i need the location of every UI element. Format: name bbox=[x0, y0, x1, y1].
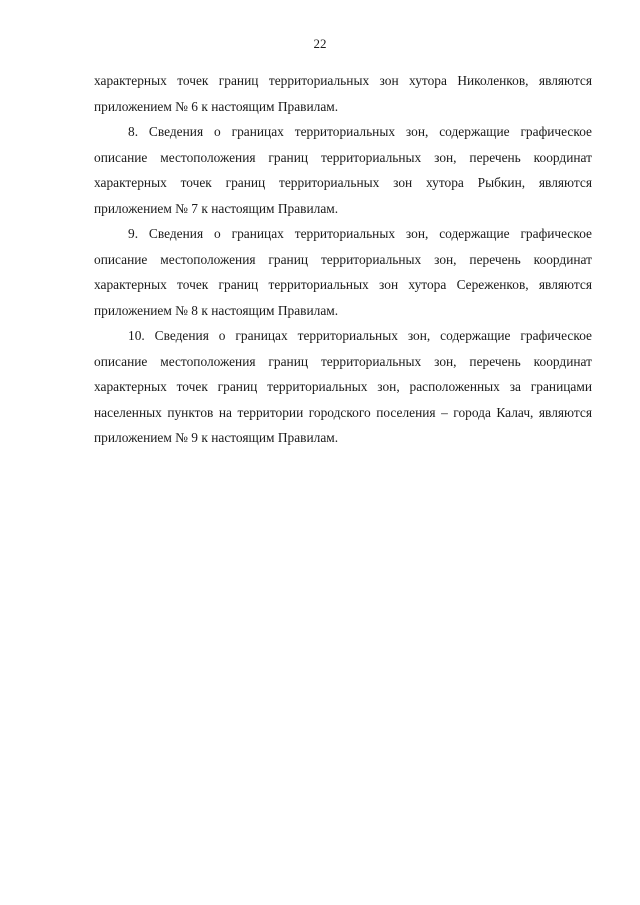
document-body bbox=[94, 68, 592, 451]
page-number: 22 bbox=[313, 36, 327, 51]
paragraph-continuation: характерных точек границ территориальных зон хутора Николенков, являются приложением № 6 к настоящим Правилам. bbox=[94, 73, 592, 114]
paragraph-item-8: 8. Сведения о границах территориальных зон, содержащие графическое описание местоположения границ территориальных зон, перечень координат характерных точек границ территориальных зон хутора Рыбкин, являются приложением № 7 к настоящим Правилам. bbox=[94, 124, 592, 216]
paragraph-item-10: 10. Сведения о границах территориальных зон, содержащие графическое описание местоположения границ территориальных зон, перечень координат характерных точек границ территориальных зон, расположенных за границами населенных пунктов на территории городского поселения – города Калач, являются приложением № 9 к настоящим Правилам. bbox=[94, 328, 592, 445]
paragraph-item-9: 9. Сведения о границах территориальных зон, содержащие графическое описание местоположения границ территориальных зон, перечень координат характерных точек границ территориальных зон хутора Сереженков, являются приложением № 8 к настоящим Правилам. bbox=[94, 226, 592, 318]
